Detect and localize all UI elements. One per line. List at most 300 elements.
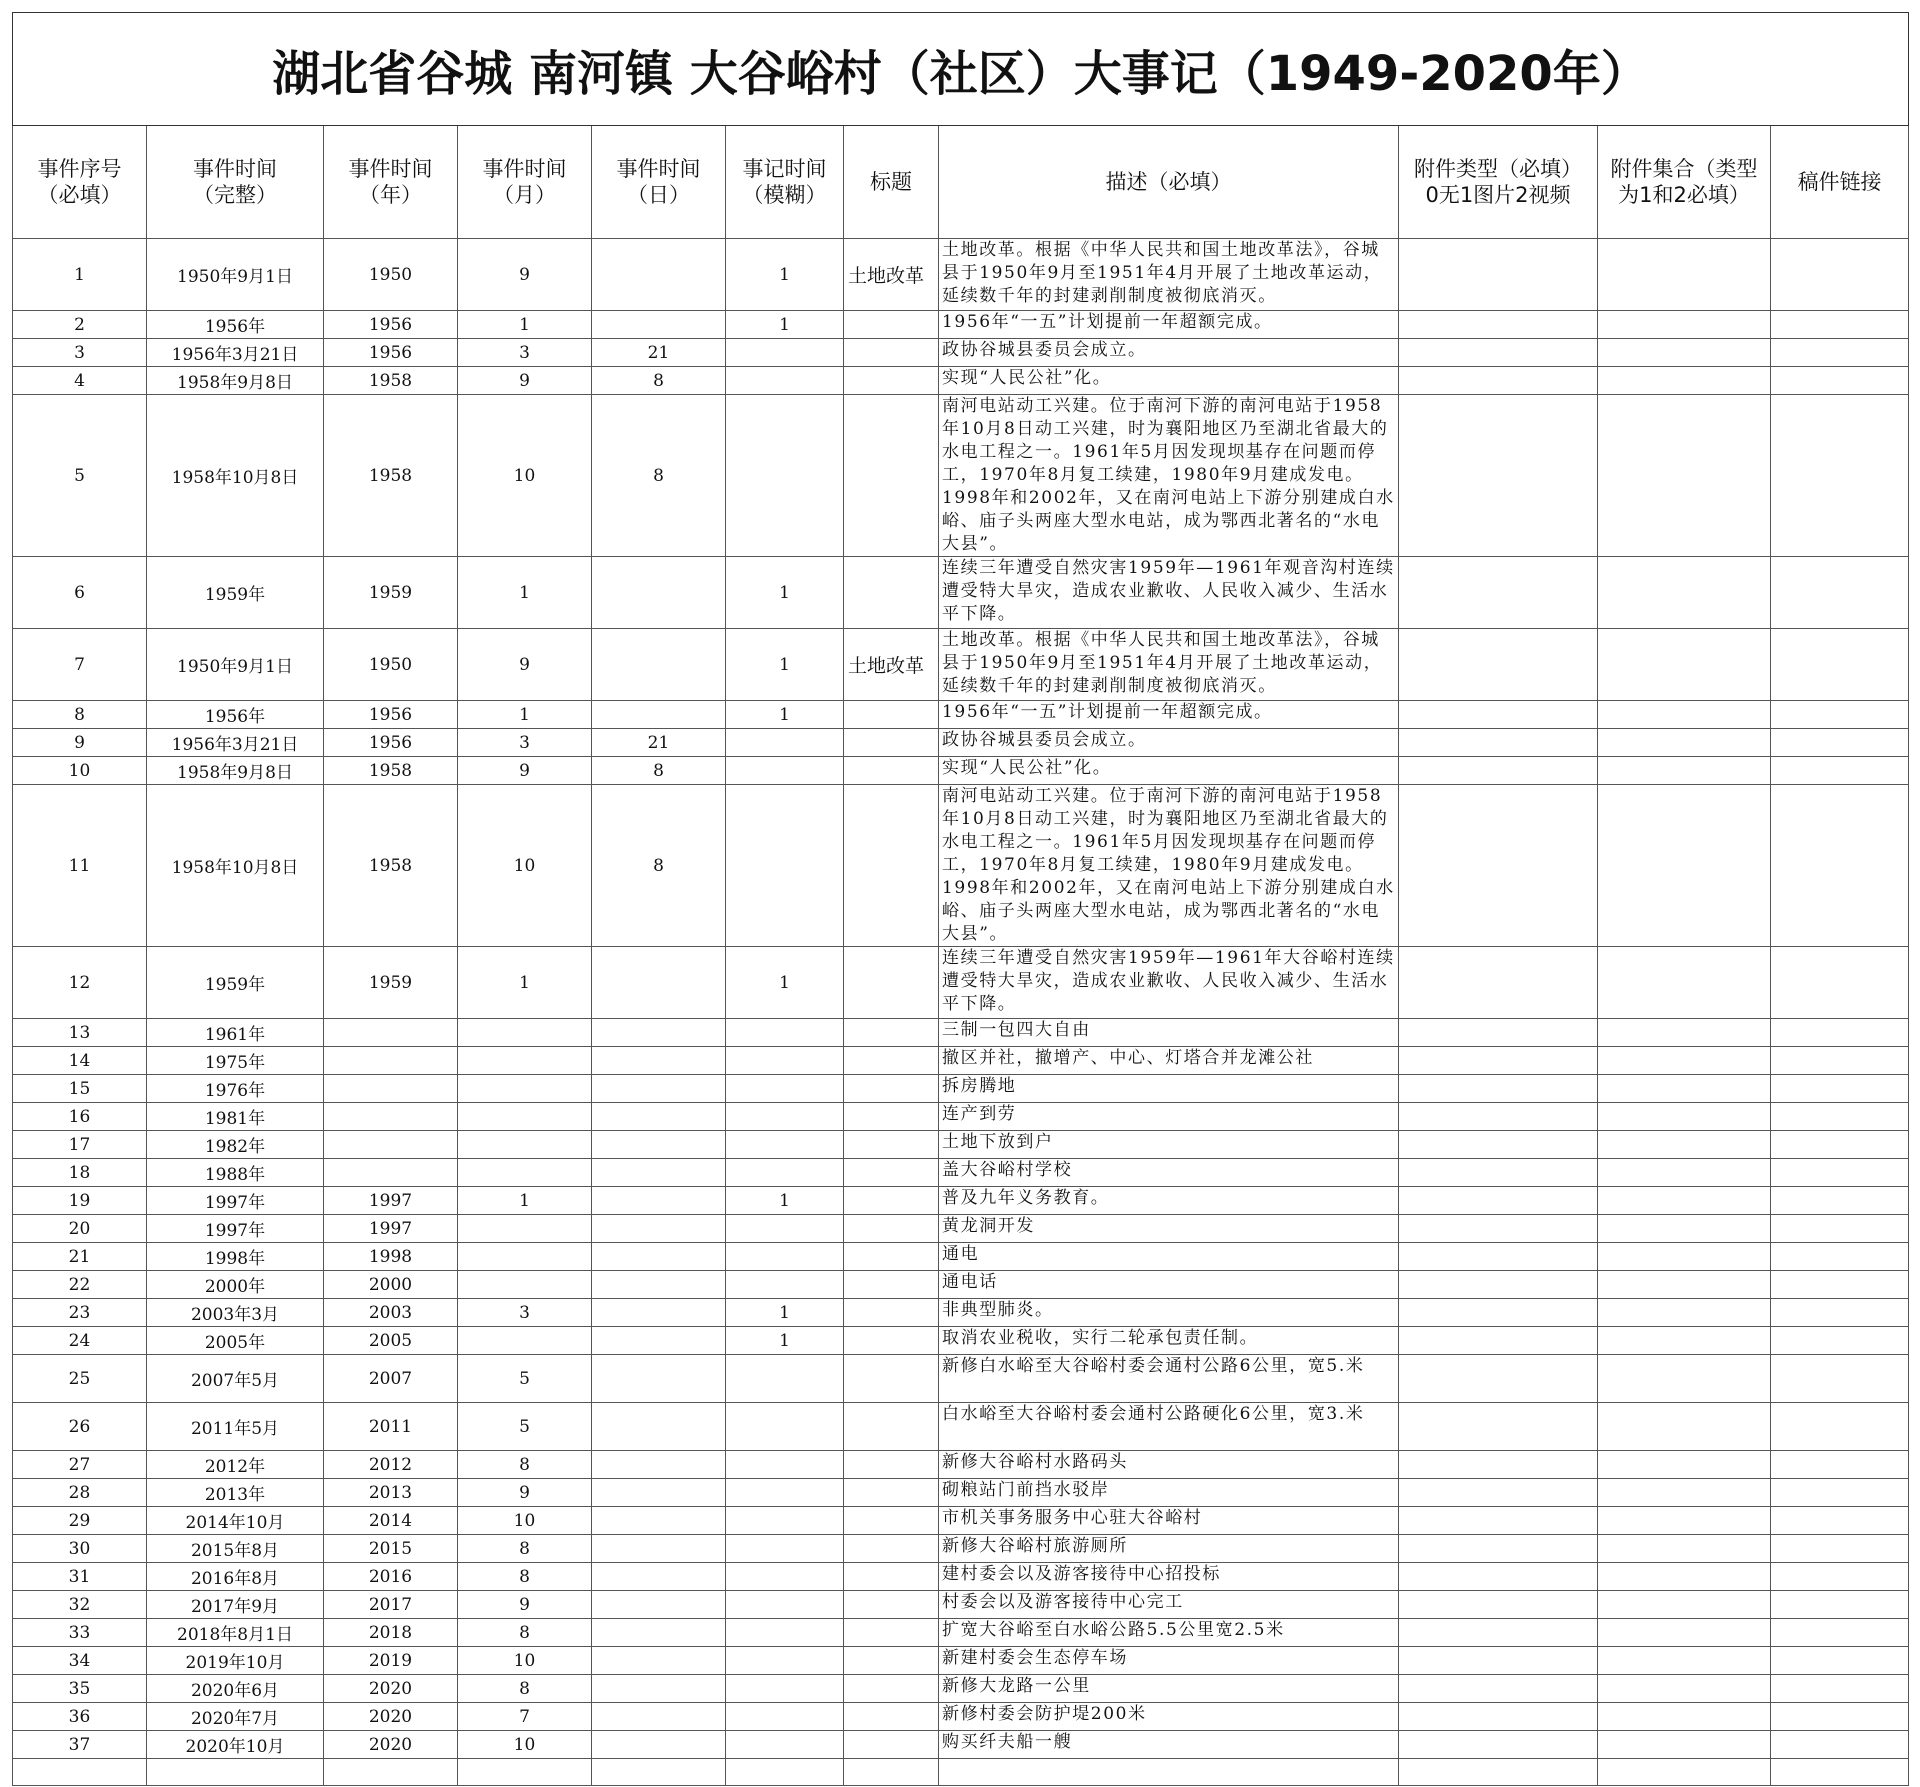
cell-month[interactable]: 5 bbox=[458, 1355, 592, 1403]
cell-link[interactable] bbox=[1771, 701, 1909, 729]
cell-day[interactable] bbox=[592, 1403, 726, 1451]
cell-day[interactable] bbox=[592, 1675, 726, 1703]
cell-fuzzy[interactable] bbox=[726, 1451, 844, 1479]
cell-day[interactable] bbox=[592, 1159, 726, 1187]
cell-attachment-set[interactable] bbox=[1598, 1047, 1771, 1075]
cell-description[interactable]: 村委会以及游客接待中心完工 bbox=[939, 1591, 1399, 1619]
cell-attachment-set[interactable] bbox=[1598, 785, 1771, 947]
cell-description[interactable]: 三制一包四大自由 bbox=[939, 1019, 1399, 1047]
cell-title[interactable] bbox=[844, 1355, 939, 1403]
cell-month[interactable] bbox=[458, 1075, 592, 1103]
cell-description[interactable]: 南河电站动工兴建。位于南河下游的南河电站于1958年10月8日动工兴建，时为襄阳地区乃至湖北省最大的水电工程之一。1961年5月因发现坝基存在问题而停工，1970年8月复工续建，1980年9月建成发电。1998年和2002年，又在南河电站上下游分别建成白水峪、庙子头两座大型水电站，成为鄂西北著名的“水电大县”。 bbox=[939, 395, 1399, 557]
cell-day[interactable] bbox=[592, 629, 726, 701]
empty-cell[interactable] bbox=[1399, 1759, 1598, 1786]
cell-attachment-type[interactable] bbox=[1399, 1019, 1598, 1047]
cell-year[interactable]: 2020 bbox=[324, 1675, 458, 1703]
cell-title[interactable] bbox=[844, 339, 939, 367]
cell-attachment-set[interactable] bbox=[1598, 557, 1771, 629]
cell-title[interactable] bbox=[844, 1075, 939, 1103]
cell-year[interactable] bbox=[324, 1131, 458, 1159]
cell-fuzzy[interactable] bbox=[726, 1535, 844, 1563]
cell-attachment-set[interactable] bbox=[1598, 339, 1771, 367]
cell-link[interactable] bbox=[1771, 1355, 1909, 1403]
cell-attachment-set[interactable] bbox=[1598, 629, 1771, 701]
cell-month[interactable]: 9 bbox=[458, 367, 592, 395]
cell-year[interactable]: 2019 bbox=[324, 1647, 458, 1675]
cell-title[interactable] bbox=[844, 1479, 939, 1507]
cell-full-time[interactable]: 1998年 bbox=[147, 1243, 324, 1271]
cell-description[interactable]: 取消农业税收，实行二轮承包责任制。 bbox=[939, 1327, 1399, 1355]
cell-year[interactable] bbox=[324, 1103, 458, 1131]
cell-link[interactable] bbox=[1771, 1019, 1909, 1047]
header-fuzzy[interactable] bbox=[726, 126, 844, 239]
cell-day[interactable] bbox=[592, 1647, 726, 1675]
cell-full-time[interactable]: 2013年 bbox=[147, 1479, 324, 1507]
cell-month[interactable] bbox=[458, 1159, 592, 1187]
cell-description[interactable]: 土地下放到户 bbox=[939, 1131, 1399, 1159]
cell-description[interactable]: 通电话 bbox=[939, 1271, 1399, 1299]
empty-cell[interactable] bbox=[1598, 1759, 1771, 1786]
cell-month[interactable] bbox=[458, 1047, 592, 1075]
cell-day[interactable] bbox=[592, 1535, 726, 1563]
cell-attachment-set[interactable] bbox=[1598, 1479, 1771, 1507]
cell-full-time[interactable]: 1958年9月8日 bbox=[147, 367, 324, 395]
cell-attachment-type[interactable] bbox=[1399, 1299, 1598, 1327]
cell-description[interactable]: 扩宽大谷峪至白水峪公路5.5公里宽2.5米 bbox=[939, 1619, 1399, 1647]
cell-no[interactable]: 17 bbox=[13, 1131, 147, 1159]
cell-no[interactable]: 10 bbox=[13, 757, 147, 785]
cell-fuzzy[interactable]: 1 bbox=[726, 1327, 844, 1355]
cell-attachment-set[interactable] bbox=[1598, 1731, 1771, 1759]
cell-description[interactable]: 土地改革。根据《中华人民共和国土地改革法》，谷城县于1950年9月至1951年4月开展了土地改革运动，延续数千年的封建剥削制度被彻底消灭。 bbox=[939, 629, 1399, 701]
cell-link[interactable] bbox=[1771, 367, 1909, 395]
cell-no[interactable]: 21 bbox=[13, 1243, 147, 1271]
cell-title[interactable] bbox=[844, 1451, 939, 1479]
cell-full-time[interactable]: 1959年 bbox=[147, 947, 324, 1019]
cell-fuzzy[interactable] bbox=[726, 1647, 844, 1675]
cell-attachment-type[interactable] bbox=[1399, 1047, 1598, 1075]
cell-attachment-type[interactable] bbox=[1399, 1703, 1598, 1731]
cell-title[interactable] bbox=[844, 1535, 939, 1563]
cell-no[interactable]: 27 bbox=[13, 1451, 147, 1479]
cell-full-time[interactable]: 1959年 bbox=[147, 557, 324, 629]
cell-full-time[interactable]: 2011年5月 bbox=[147, 1403, 324, 1451]
cell-fuzzy[interactable] bbox=[726, 1403, 844, 1451]
cell-attachment-type[interactable] bbox=[1399, 785, 1598, 947]
cell-attachment-set[interactable] bbox=[1598, 701, 1771, 729]
cell-day[interactable] bbox=[592, 1327, 726, 1355]
cell-title[interactable] bbox=[844, 311, 939, 339]
cell-description[interactable]: 新建村委会生态停车场 bbox=[939, 1647, 1399, 1675]
cell-full-time[interactable]: 1976年 bbox=[147, 1075, 324, 1103]
cell-description[interactable]: 政协谷城县委员会成立。 bbox=[939, 729, 1399, 757]
cell-year[interactable]: 1958 bbox=[324, 785, 458, 947]
empty-cell[interactable] bbox=[592, 1759, 726, 1786]
cell-full-time[interactable]: 2019年10月 bbox=[147, 1647, 324, 1675]
cell-description[interactable]: 普及九年义务教育。 bbox=[939, 1187, 1399, 1215]
cell-fuzzy[interactable]: 1 bbox=[726, 557, 844, 629]
cell-link[interactable] bbox=[1771, 1703, 1909, 1731]
cell-day[interactable] bbox=[592, 1703, 726, 1731]
cell-year[interactable]: 2015 bbox=[324, 1535, 458, 1563]
cell-link[interactable] bbox=[1771, 1647, 1909, 1675]
cell-no[interactable]: 1 bbox=[13, 239, 147, 311]
cell-attachment-set[interactable] bbox=[1598, 1563, 1771, 1591]
cell-fuzzy[interactable] bbox=[726, 1075, 844, 1103]
cell-month[interactable]: 10 bbox=[458, 1507, 592, 1535]
cell-link[interactable] bbox=[1771, 1451, 1909, 1479]
cell-day[interactable]: 21 bbox=[592, 339, 726, 367]
cell-link[interactable] bbox=[1771, 1675, 1909, 1703]
cell-attachment-set[interactable] bbox=[1598, 1131, 1771, 1159]
cell-attachment-set[interactable] bbox=[1598, 1451, 1771, 1479]
cell-day[interactable]: 21 bbox=[592, 729, 726, 757]
cell-day[interactable] bbox=[592, 1479, 726, 1507]
cell-title[interactable] bbox=[844, 557, 939, 629]
cell-title[interactable] bbox=[844, 1131, 939, 1159]
cell-full-time[interactable]: 1981年 bbox=[147, 1103, 324, 1131]
cell-link[interactable] bbox=[1771, 757, 1909, 785]
cell-full-time[interactable]: 2020年6月 bbox=[147, 1675, 324, 1703]
cell-description[interactable]: 新修村委会防护堤200米 bbox=[939, 1703, 1399, 1731]
cell-link[interactable] bbox=[1771, 1103, 1909, 1131]
cell-attachment-type[interactable] bbox=[1399, 1507, 1598, 1535]
header-title[interactable] bbox=[844, 126, 939, 239]
cell-attachment-set[interactable] bbox=[1598, 1703, 1771, 1731]
cell-full-time[interactable]: 2014年10月 bbox=[147, 1507, 324, 1535]
cell-attachment-type[interactable] bbox=[1399, 1159, 1598, 1187]
cell-attachment-set[interactable] bbox=[1598, 1243, 1771, 1271]
cell-fuzzy[interactable]: 1 bbox=[726, 239, 844, 311]
cell-attachment-type[interactable] bbox=[1399, 1647, 1598, 1675]
cell-description[interactable]: 建村委会以及游客接待中心招投标 bbox=[939, 1563, 1399, 1591]
cell-year[interactable] bbox=[324, 1159, 458, 1187]
cell-year[interactable]: 1956 bbox=[324, 339, 458, 367]
cell-attachment-set[interactable] bbox=[1598, 757, 1771, 785]
cell-title[interactable] bbox=[844, 1047, 939, 1075]
empty-cell[interactable] bbox=[324, 1759, 458, 1786]
cell-year[interactable]: 1997 bbox=[324, 1187, 458, 1215]
cell-year[interactable]: 1956 bbox=[324, 701, 458, 729]
cell-link[interactable] bbox=[1771, 1299, 1909, 1327]
cell-full-time[interactable]: 1982年 bbox=[147, 1131, 324, 1159]
cell-month[interactable]: 1 bbox=[458, 947, 592, 1019]
cell-fuzzy[interactable]: 1 bbox=[726, 311, 844, 339]
cell-no[interactable]: 5 bbox=[13, 395, 147, 557]
cell-fuzzy[interactable] bbox=[726, 1507, 844, 1535]
cell-title[interactable] bbox=[844, 947, 939, 1019]
cell-title[interactable]: 土地改革 bbox=[844, 239, 939, 311]
cell-attachment-set[interactable] bbox=[1598, 1019, 1771, 1047]
cell-no[interactable]: 18 bbox=[13, 1159, 147, 1187]
cell-fuzzy[interactable] bbox=[726, 757, 844, 785]
cell-fuzzy[interactable] bbox=[726, 1479, 844, 1507]
cell-attachment-type[interactable] bbox=[1399, 1563, 1598, 1591]
cell-attachment-type[interactable] bbox=[1399, 1591, 1598, 1619]
cell-title[interactable] bbox=[844, 1215, 939, 1243]
cell-title[interactable] bbox=[844, 1591, 939, 1619]
cell-full-time[interactable]: 2020年10月 bbox=[147, 1731, 324, 1759]
cell-no[interactable]: 14 bbox=[13, 1047, 147, 1075]
cell-link[interactable] bbox=[1771, 395, 1909, 557]
cell-description[interactable]: 购买纤夫船一艘 bbox=[939, 1731, 1399, 1759]
cell-fuzzy[interactable] bbox=[726, 1591, 844, 1619]
cell-link[interactable] bbox=[1771, 1507, 1909, 1535]
header-attachment-type[interactable] bbox=[1399, 126, 1598, 239]
cell-attachment-type[interactable] bbox=[1399, 629, 1598, 701]
cell-day[interactable] bbox=[592, 947, 726, 1019]
cell-no[interactable]: 11 bbox=[13, 785, 147, 947]
cell-year[interactable]: 2014 bbox=[324, 1507, 458, 1535]
cell-title[interactable] bbox=[844, 757, 939, 785]
cell-year[interactable]: 2018 bbox=[324, 1619, 458, 1647]
cell-attachment-set[interactable] bbox=[1598, 1215, 1771, 1243]
cell-attachment-type[interactable] bbox=[1399, 757, 1598, 785]
cell-attachment-type[interactable] bbox=[1399, 701, 1598, 729]
cell-attachment-set[interactable] bbox=[1598, 311, 1771, 339]
cell-description[interactable]: 拆房腾地 bbox=[939, 1075, 1399, 1103]
cell-no[interactable]: 9 bbox=[13, 729, 147, 757]
cell-day[interactable] bbox=[592, 311, 726, 339]
header-month[interactable] bbox=[458, 126, 592, 239]
cell-month[interactable]: 3 bbox=[458, 339, 592, 367]
cell-link[interactable] bbox=[1771, 1535, 1909, 1563]
cell-day[interactable] bbox=[592, 1619, 726, 1647]
cell-day[interactable]: 8 bbox=[592, 757, 726, 785]
cell-description[interactable]: 砌粮站门前挡水驳岸 bbox=[939, 1479, 1399, 1507]
cell-day[interactable] bbox=[592, 1451, 726, 1479]
cell-day[interactable] bbox=[592, 1591, 726, 1619]
cell-description[interactable]: 黄龙洞开发 bbox=[939, 1215, 1399, 1243]
cell-year[interactable]: 2020 bbox=[324, 1731, 458, 1759]
cell-description[interactable]: 连产到劳 bbox=[939, 1103, 1399, 1131]
cell-title[interactable] bbox=[844, 1675, 939, 1703]
cell-month[interactable] bbox=[458, 1103, 592, 1131]
cell-title[interactable] bbox=[844, 701, 939, 729]
cell-full-time[interactable]: 1950年9月1日 bbox=[147, 629, 324, 701]
cell-no[interactable]: 28 bbox=[13, 1479, 147, 1507]
cell-day[interactable] bbox=[592, 1187, 726, 1215]
empty-cell[interactable] bbox=[1771, 1759, 1909, 1786]
cell-full-time[interactable]: 2017年9月 bbox=[147, 1591, 324, 1619]
cell-fuzzy[interactable]: 1 bbox=[726, 947, 844, 1019]
cell-link[interactable] bbox=[1771, 1215, 1909, 1243]
cell-full-time[interactable]: 2012年 bbox=[147, 1451, 324, 1479]
cell-fuzzy[interactable]: 1 bbox=[726, 629, 844, 701]
cell-attachment-set[interactable] bbox=[1598, 1299, 1771, 1327]
cell-year[interactable]: 1997 bbox=[324, 1215, 458, 1243]
cell-month[interactable]: 8 bbox=[458, 1451, 592, 1479]
cell-day[interactable] bbox=[592, 1243, 726, 1271]
cell-title[interactable] bbox=[844, 367, 939, 395]
cell-day[interactable] bbox=[592, 1507, 726, 1535]
cell-year[interactable]: 1998 bbox=[324, 1243, 458, 1271]
cell-attachment-type[interactable] bbox=[1399, 367, 1598, 395]
cell-attachment-set[interactable] bbox=[1598, 1535, 1771, 1563]
cell-title[interactable] bbox=[844, 1243, 939, 1271]
page-title[interactable]: 湖北省谷城 南河镇 大谷峪村（社区）大事记（1949-2020年） bbox=[13, 13, 1909, 126]
cell-attachment-set[interactable] bbox=[1598, 1159, 1771, 1187]
cell-month[interactable]: 10 bbox=[458, 395, 592, 557]
cell-link[interactable] bbox=[1771, 1187, 1909, 1215]
cell-month[interactable] bbox=[458, 1327, 592, 1355]
cell-no[interactable]: 24 bbox=[13, 1327, 147, 1355]
cell-link[interactable] bbox=[1771, 947, 1909, 1019]
cell-attachment-set[interactable] bbox=[1598, 729, 1771, 757]
cell-description[interactable]: 新修大谷峪村水路码头 bbox=[939, 1451, 1399, 1479]
cell-no[interactable]: 31 bbox=[13, 1563, 147, 1591]
cell-fuzzy[interactable] bbox=[726, 1159, 844, 1187]
cell-link[interactable] bbox=[1771, 1563, 1909, 1591]
cell-no[interactable]: 3 bbox=[13, 339, 147, 367]
cell-year[interactable]: 2020 bbox=[324, 1703, 458, 1731]
cell-link[interactable] bbox=[1771, 1243, 1909, 1271]
cell-fuzzy[interactable] bbox=[726, 1215, 844, 1243]
cell-title[interactable] bbox=[844, 1403, 939, 1451]
cell-no[interactable]: 26 bbox=[13, 1403, 147, 1451]
header-link[interactable] bbox=[1771, 126, 1909, 239]
cell-month[interactable] bbox=[458, 1271, 592, 1299]
cell-no[interactable]: 15 bbox=[13, 1075, 147, 1103]
cell-title[interactable] bbox=[844, 1159, 939, 1187]
cell-no[interactable]: 7 bbox=[13, 629, 147, 701]
cell-day[interactable] bbox=[592, 701, 726, 729]
cell-month[interactable] bbox=[458, 1019, 592, 1047]
cell-full-time[interactable]: 1988年 bbox=[147, 1159, 324, 1187]
cell-year[interactable]: 1950 bbox=[324, 629, 458, 701]
cell-year[interactable] bbox=[324, 1047, 458, 1075]
header-attachment-set[interactable] bbox=[1598, 126, 1771, 239]
cell-attachment-type[interactable] bbox=[1399, 1075, 1598, 1103]
cell-description[interactable]: 新修大龙路一公里 bbox=[939, 1675, 1399, 1703]
cell-no[interactable]: 8 bbox=[13, 701, 147, 729]
cell-description[interactable]: 实现“人民公社”化。 bbox=[939, 367, 1399, 395]
cell-description[interactable]: 白水峪至大谷峪村委会通村公路硬化6公里，宽3.米 bbox=[939, 1403, 1399, 1451]
cell-description[interactable]: 1956年“一五”计划提前一年超额完成。 bbox=[939, 311, 1399, 339]
cell-day[interactable] bbox=[592, 1075, 726, 1103]
cell-fuzzy[interactable] bbox=[726, 1019, 844, 1047]
cell-title[interactable] bbox=[844, 1103, 939, 1131]
cell-fuzzy[interactable] bbox=[726, 367, 844, 395]
cell-day[interactable]: 8 bbox=[592, 367, 726, 395]
cell-fuzzy[interactable] bbox=[726, 339, 844, 367]
cell-day[interactable] bbox=[592, 1731, 726, 1759]
cell-attachment-type[interactable] bbox=[1399, 947, 1598, 1019]
cell-fuzzy[interactable] bbox=[726, 1619, 844, 1647]
cell-month[interactable]: 7 bbox=[458, 1703, 592, 1731]
cell-title[interactable] bbox=[844, 1619, 939, 1647]
cell-attachment-type[interactable] bbox=[1399, 1355, 1598, 1403]
cell-attachment-set[interactable] bbox=[1598, 1591, 1771, 1619]
header-full-time[interactable] bbox=[147, 126, 324, 239]
cell-attachment-type[interactable] bbox=[1399, 1271, 1598, 1299]
cell-fuzzy[interactable] bbox=[726, 785, 844, 947]
cell-no[interactable]: 25 bbox=[13, 1355, 147, 1403]
cell-fuzzy[interactable] bbox=[726, 1675, 844, 1703]
cell-title[interactable] bbox=[844, 1731, 939, 1759]
cell-day[interactable]: 8 bbox=[592, 395, 726, 557]
cell-description[interactable]: 连续三年遭受自然灾害1959年—1961年观音沟村连续遭受特大旱灾，造成农业歉收、人民收入减少、生活水平下降。 bbox=[939, 557, 1399, 629]
cell-no[interactable]: 37 bbox=[13, 1731, 147, 1759]
cell-year[interactable]: 1958 bbox=[324, 757, 458, 785]
cell-month[interactable]: 8 bbox=[458, 1535, 592, 1563]
cell-attachment-set[interactable] bbox=[1598, 1103, 1771, 1131]
cell-title[interactable] bbox=[844, 1327, 939, 1355]
cell-no[interactable]: 34 bbox=[13, 1647, 147, 1675]
cell-fuzzy[interactable] bbox=[726, 1703, 844, 1731]
cell-month[interactable]: 3 bbox=[458, 1299, 592, 1327]
cell-link[interactable] bbox=[1771, 1075, 1909, 1103]
cell-description[interactable]: 南河电站动工兴建。位于南河下游的南河电站于1958年10月8日动工兴建，时为襄阳地区乃至湖北省最大的水电工程之一。1961年5月因发现坝基存在问题而停工，1970年8月复工续建，1980年9月建成发电。1998年和2002年，又在南河电站上下游分别建成白水峪、庙子头两座大型水电站，成为鄂西北著名的“水电大县”。 bbox=[939, 785, 1399, 947]
cell-fuzzy[interactable] bbox=[726, 1563, 844, 1591]
cell-year[interactable]: 2000 bbox=[324, 1271, 458, 1299]
cell-full-time[interactable]: 1950年9月1日 bbox=[147, 239, 324, 311]
cell-day[interactable] bbox=[592, 1047, 726, 1075]
cell-description[interactable]: 土地改革。根据《中华人民共和国土地改革法》，谷城县于1950年9月至1951年4月开展了土地改革运动，延续数千年的封建剥削制度被彻底消灭。 bbox=[939, 239, 1399, 311]
cell-full-time[interactable]: 1997年 bbox=[147, 1187, 324, 1215]
cell-full-time[interactable]: 1956年 bbox=[147, 311, 324, 339]
cell-year[interactable]: 1958 bbox=[324, 395, 458, 557]
cell-title[interactable] bbox=[844, 1271, 939, 1299]
cell-description[interactable]: 撤区并社，撤增产、中心、灯塔合并龙滩公社 bbox=[939, 1047, 1399, 1075]
cell-full-time[interactable]: 1956年3月21日 bbox=[147, 339, 324, 367]
cell-fuzzy[interactable]: 1 bbox=[726, 1299, 844, 1327]
cell-fuzzy[interactable] bbox=[726, 1131, 844, 1159]
cell-attachment-type[interactable] bbox=[1399, 1403, 1598, 1451]
cell-title[interactable] bbox=[844, 1703, 939, 1731]
cell-year[interactable]: 1950 bbox=[324, 239, 458, 311]
cell-link[interactable] bbox=[1771, 629, 1909, 701]
cell-year[interactable]: 1958 bbox=[324, 367, 458, 395]
cell-attachment-type[interactable] bbox=[1399, 1451, 1598, 1479]
cell-link[interactable] bbox=[1771, 311, 1909, 339]
header-no[interactable] bbox=[13, 126, 147, 239]
cell-year[interactable]: 2016 bbox=[324, 1563, 458, 1591]
cell-fuzzy[interactable] bbox=[726, 1243, 844, 1271]
cell-month[interactable]: 1 bbox=[458, 701, 592, 729]
cell-title[interactable] bbox=[844, 1299, 939, 1327]
cell-attachment-type[interactable] bbox=[1399, 311, 1598, 339]
cell-title[interactable] bbox=[844, 1647, 939, 1675]
cell-year[interactable]: 2012 bbox=[324, 1451, 458, 1479]
cell-month[interactable] bbox=[458, 1215, 592, 1243]
cell-attachment-type[interactable] bbox=[1399, 729, 1598, 757]
cell-attachment-set[interactable] bbox=[1598, 367, 1771, 395]
cell-full-time[interactable]: 1958年9月8日 bbox=[147, 757, 324, 785]
cell-no[interactable]: 29 bbox=[13, 1507, 147, 1535]
cell-attachment-type[interactable] bbox=[1399, 1243, 1598, 1271]
cell-full-time[interactable]: 2003年3月 bbox=[147, 1299, 324, 1327]
cell-link[interactable] bbox=[1771, 1271, 1909, 1299]
cell-description[interactable]: 政协谷城县委员会成立。 bbox=[939, 339, 1399, 367]
cell-month[interactable]: 10 bbox=[458, 1647, 592, 1675]
cell-title[interactable] bbox=[844, 1563, 939, 1591]
cell-title[interactable] bbox=[844, 1507, 939, 1535]
cell-full-time[interactable]: 2000年 bbox=[147, 1271, 324, 1299]
cell-day[interactable] bbox=[592, 1215, 726, 1243]
cell-full-time[interactable]: 2015年8月 bbox=[147, 1535, 324, 1563]
cell-day[interactable] bbox=[592, 239, 726, 311]
cell-day[interactable] bbox=[592, 1103, 726, 1131]
cell-attachment-set[interactable] bbox=[1598, 395, 1771, 557]
cell-link[interactable] bbox=[1771, 1619, 1909, 1647]
cell-month[interactable]: 9 bbox=[458, 1591, 592, 1619]
cell-link[interactable] bbox=[1771, 729, 1909, 757]
cell-attachment-type[interactable] bbox=[1399, 1131, 1598, 1159]
cell-year[interactable]: 2003 bbox=[324, 1299, 458, 1327]
cell-attachment-type[interactable] bbox=[1399, 1731, 1598, 1759]
cell-attachment-set[interactable] bbox=[1598, 239, 1771, 311]
